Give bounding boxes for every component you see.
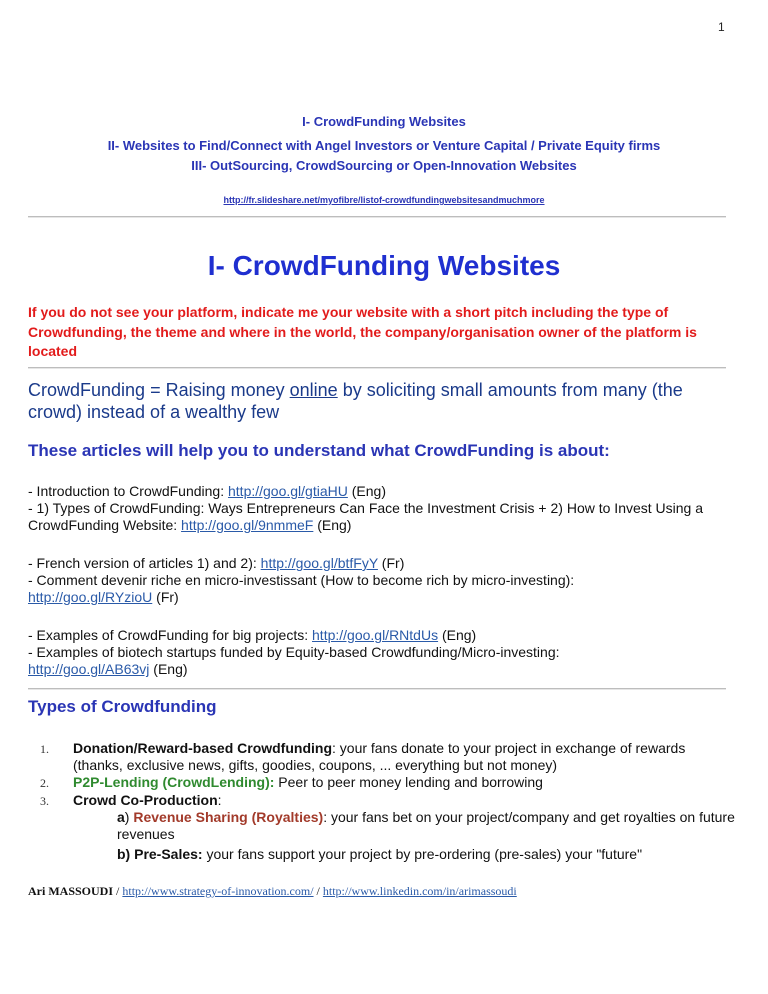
article-item: [28, 483, 738, 500]
article-lang: (Eng): [347, 483, 386, 499]
definition-text: CrowdFunding = Raising money: [28, 380, 290, 400]
linkedin-link[interactable]: http://www.linkedin.com/in/arimassoudi: [322, 884, 517, 898]
divider: [28, 688, 726, 689]
article-lang: (Fr): [152, 589, 179, 605]
section-title: I- CrowdFunding Websites: [207, 250, 561, 281]
website-link[interactable]: http://www.strategy-of-innovation.com/: [122, 884, 314, 898]
source-link[interactable]: http://fr.slideshare.net/myofibre/listof-crowdfundingwebsitesandmuchmore: [223, 195, 545, 205]
list-number: 1.: [40, 742, 49, 756]
toc-line-1: I- CrowdFunding Websites: [302, 114, 466, 129]
list-item: [40, 774, 730, 791]
article-lang: (Eng): [438, 627, 477, 643]
definition-underlined: online: [289, 380, 338, 400]
sub-item: [117, 809, 737, 843]
toc-line-3: III- OutSourcing, CrowdSourcing or Open-Innovation Websites: [191, 158, 577, 173]
type-description: : your fans donate to your project in exchange of rewards (thanks, exclusive news, gifts, goodies, coupons, ... everything but not money): [73, 740, 686, 773]
article-item: [28, 500, 738, 534]
sub-item-description: : your fans bet on your project/company and get royalties on future revenues: [117, 809, 735, 842]
platform-notice: If you do not see your platform, indicate me your website with a short pitch including the type of Crowdfunding, the theme and where in the world, the company/organisation owner of the platform is located: [28, 304, 697, 359]
list-number: 3.: [40, 794, 49, 808]
article-link[interactable]: http://goo.gl/gtiaHU: [228, 483, 348, 499]
article-item: [28, 627, 738, 644]
article-link[interactable]: http://goo.gl/RYzioU: [28, 589, 153, 605]
footer-separator: /: [113, 884, 123, 898]
article-lang: (Eng): [313, 517, 352, 533]
article-item: [28, 644, 738, 678]
toc-line-2: II- Websites to Find/Connect with Angel Investors or Venture Capital / Private Equity firms: [107, 138, 661, 153]
footer-separator: /: [313, 884, 323, 898]
article-link[interactable]: http://goo.gl/9nmmeF: [181, 517, 314, 533]
article-link[interactable]: http://goo.gl/RNtdUs: [312, 627, 439, 643]
article-text: - French version of articles 1) and 2):: [28, 555, 261, 571]
page-number: 1: [718, 20, 725, 34]
article-lang: (Fr): [377, 555, 405, 571]
article-lang: (Eng): [149, 661, 188, 677]
articles-heading: These articles will help you to understand what CrowdFunding is about:: [28, 441, 610, 460]
sub-item-letter: a: [117, 809, 125, 825]
sub-item-name: b) Pre-Sales:: [117, 846, 203, 862]
divider: [28, 367, 726, 368]
crowdfunding-definition: [28, 379, 738, 423]
sub-item-name: Revenue Sharing (Royalties): [133, 809, 324, 825]
sub-item-description: your fans support your project by pre-ordering (pre-sales) your "future": [202, 846, 643, 862]
article-link[interactable]: http://goo.gl/AB63vj: [28, 661, 150, 677]
types-heading: Types of Crowdfunding: [28, 697, 217, 716]
divider: [28, 216, 726, 217]
article-text: - 1) Types of CrowdFunding: Ways Entrepreneurs Can Face the Investment Crisis + 2) How to Invest Using a CrowdFunding Website:: [28, 500, 704, 533]
article-text: - Comment devenir riche en micro-investissant (How to become rich by micro-investing):: [28, 572, 575, 588]
type-description: :: [217, 792, 222, 808]
list-number: 2.: [40, 776, 49, 790]
list-item: [40, 792, 730, 809]
article-link[interactable]: http://goo.gl/btfFyY: [260, 555, 378, 571]
author-name: Ari MASSOUDI: [28, 884, 114, 898]
list-item: [40, 740, 730, 774]
article-text: - Examples of CrowdFunding for big projects:: [28, 627, 313, 643]
sub-item: [117, 846, 737, 863]
article-item: [28, 555, 738, 572]
definition-text: by soliciting small amounts from many (the crowd) instead of a wealthy few: [28, 380, 683, 422]
article-text: - Introduction to CrowdFunding:: [28, 483, 228, 499]
sub-item-paren: ): [124, 809, 134, 825]
type-name: Donation/Reward-based Crowdfunding: [73, 740, 332, 756]
type-description: Peer to peer money lending and borrowing: [274, 774, 543, 790]
type-name: P2P-Lending (CrowdLending):: [73, 774, 275, 790]
article-text: - Examples of biotech startups funded by Equity-based Crowdfunding/Micro-investing:: [28, 644, 560, 660]
article-item: [28, 572, 738, 606]
page-footer: [28, 884, 517, 899]
type-name: Crowd Co-Production: [73, 792, 218, 808]
